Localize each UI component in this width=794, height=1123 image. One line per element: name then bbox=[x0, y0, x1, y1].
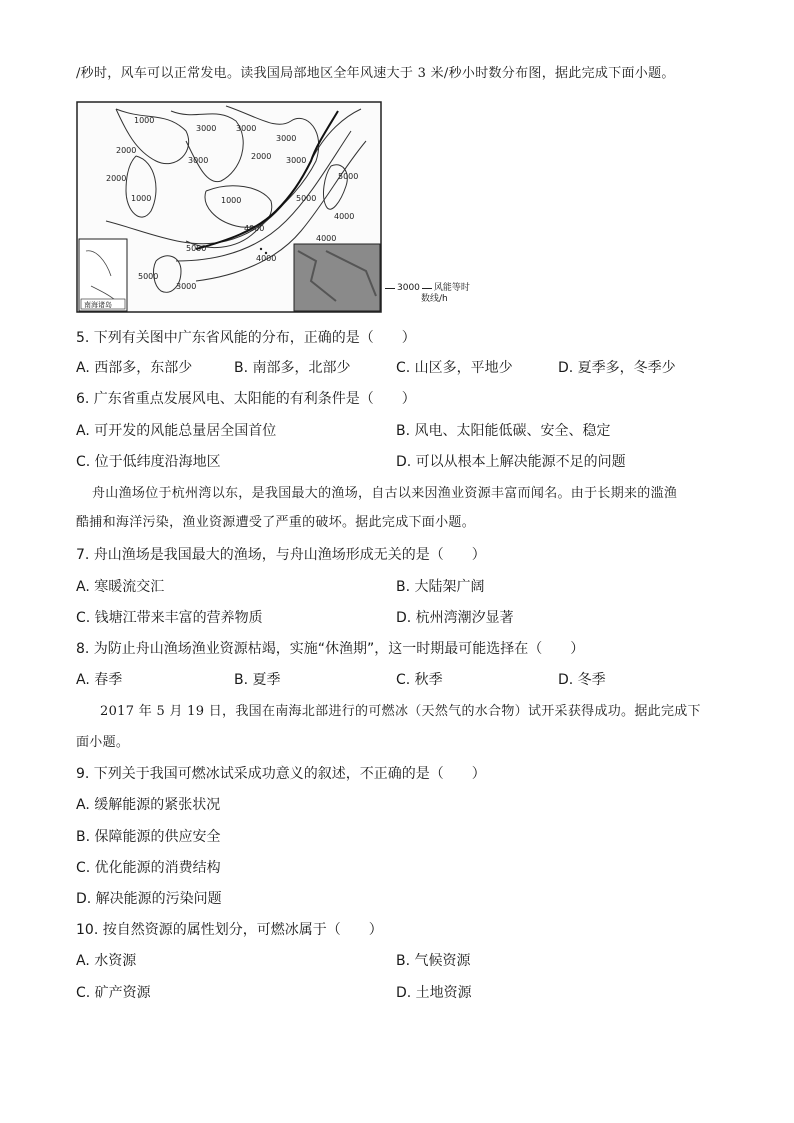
contour-label: 5000 bbox=[138, 272, 159, 281]
question-stem: 7. 舟山渔场是我国最大的渔场，与舟山渔场形成无关的是（ ） bbox=[76, 547, 486, 563]
question-stem: 10. 按自然资源的属性划分，可燃冰属于（ ） bbox=[76, 922, 383, 938]
contour-label: 4000 bbox=[316, 234, 337, 243]
passage-line: 舟山渔场位于杭州湾以东，是我国最大的渔场，自古以来因渔业资源丰富而闻名。由于长期来的滥渔 bbox=[92, 486, 678, 501]
option-c[interactable]: C. 优化能源的消费结构 bbox=[76, 860, 221, 876]
question-stem: 9. 下列关于我国可燃冰试采成功意义的叙述，不正确的是（ ） bbox=[76, 766, 486, 782]
option-c[interactable]: C. 山区多，平地少 bbox=[396, 360, 513, 376]
passage-line: 面小题。 bbox=[76, 735, 130, 750]
option-a[interactable]: A. 缓解能源的紧张状况 bbox=[76, 797, 221, 813]
option-b[interactable]: B. 夏季 bbox=[234, 672, 281, 688]
contour-label: 5000 bbox=[296, 194, 317, 203]
option-b[interactable]: B. 大陆架广阔 bbox=[396, 579, 485, 595]
contour-label: 4000 bbox=[334, 212, 355, 221]
contour-label: 3000 bbox=[196, 124, 217, 133]
contour-label: 1000 bbox=[134, 116, 155, 125]
option-b[interactable]: B. 风电、太阳能低碳、安全、稳定 bbox=[396, 423, 611, 439]
option-d[interactable]: D. 杭州湾潮汐显著 bbox=[396, 610, 514, 626]
contour-label: 3000 bbox=[236, 124, 257, 133]
option-d[interactable]: D. 可以从根本上解决能源不足的问题 bbox=[396, 454, 626, 470]
option-a[interactable]: A. 可开发的风能总量居全国首位 bbox=[76, 423, 277, 439]
option-d[interactable]: D. 解决能源的污染问题 bbox=[76, 891, 222, 907]
option-c[interactable]: C. 矿产资源 bbox=[76, 985, 151, 1001]
wind-map bbox=[76, 101, 382, 313]
contour-label: 5000 bbox=[186, 244, 207, 253]
contour-label: 1000 bbox=[131, 194, 152, 203]
passage-line: 酷捕和海洋污染，渔业资源遭受了严重的破坏。据此完成下面小题。 bbox=[76, 515, 476, 530]
contour-label: 1000 bbox=[221, 196, 242, 205]
option-a[interactable]: A. 西部多，东部少 bbox=[76, 360, 193, 376]
option-b[interactable]: B. 保障能源的供应安全 bbox=[76, 829, 221, 845]
contour-label: 4000 bbox=[256, 254, 277, 263]
contour-label: 3000 bbox=[188, 156, 209, 165]
intro-text: /秒时，风车可以正常发电。读我国局部地区全年风速大于 3 米/秒小时数分布图，据此完成下面小题。 bbox=[76, 66, 675, 81]
option-d[interactable]: D. 冬季 bbox=[558, 672, 606, 688]
option-a[interactable]: A. 寒暖流交汇 bbox=[76, 579, 165, 595]
contour-label: 2000 bbox=[116, 146, 137, 155]
wind-map-figure bbox=[76, 101, 382, 313]
option-a[interactable]: A. 水资源 bbox=[76, 953, 137, 969]
map-legend bbox=[385, 283, 505, 305]
option-c[interactable]: C. 秋季 bbox=[396, 672, 443, 688]
option-c[interactable]: C. 位于低纬度沿海地区 bbox=[76, 454, 221, 470]
photo-inset bbox=[294, 244, 380, 311]
question-stem: 6. 广东省重点发展风电、太阳能的有利条件是（ ） bbox=[76, 391, 416, 407]
contour-label: 5000 bbox=[338, 172, 359, 181]
passage-line: 2017 年 5 月 19 日，我国在南海北部进行的可燃冰（天然气的水合物）试开采获得成功。据此完成下 bbox=[100, 704, 701, 719]
inset-label: 南海诸岛 bbox=[84, 301, 112, 309]
question-stem: 8. 为防止舟山渔场渔业资源枯竭，实施“休渔期”，这一时期最可能选择在（ ） bbox=[76, 641, 585, 657]
legend-value: 3000 bbox=[397, 283, 420, 293]
option-c[interactable]: C. 钱塘江带来丰富的营养物质 bbox=[76, 610, 263, 626]
contour-label: 3000 bbox=[276, 134, 297, 143]
contour-label: 4000 bbox=[244, 224, 265, 233]
option-b[interactable]: B. 气候资源 bbox=[396, 953, 471, 969]
contour-label: 2000 bbox=[251, 152, 272, 161]
question-stem: 5. 下列有关图中广东省风能的分布，正确的是（ ） bbox=[76, 330, 416, 346]
option-a[interactable]: A. 春季 bbox=[76, 672, 123, 688]
option-d[interactable]: D. 土地资源 bbox=[396, 985, 472, 1001]
legend-text-1: 风能等时 bbox=[433, 283, 470, 293]
legend-text-2: 数线/h bbox=[421, 294, 448, 304]
contour-label: 3000 bbox=[286, 156, 307, 165]
option-b[interactable]: B. 南部多，北部少 bbox=[234, 360, 351, 376]
contour-label: 2000 bbox=[106, 174, 127, 183]
contour-label: 3000 bbox=[176, 282, 197, 291]
option-d[interactable]: D. 夏季多，冬季少 bbox=[558, 360, 676, 376]
